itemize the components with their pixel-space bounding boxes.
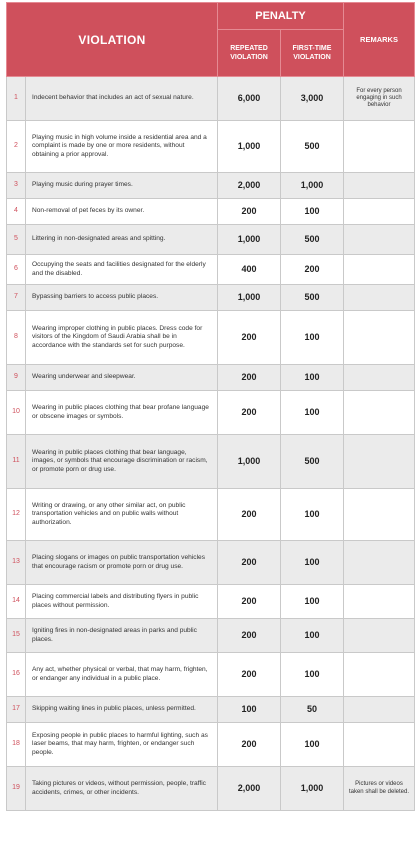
violation-text: Wearing in public places clothing that bear profane language or obscene images or symbols. bbox=[26, 391, 218, 435]
remarks-column-header: REMARKS bbox=[344, 3, 415, 77]
first-time-penalty: 100 bbox=[281, 619, 344, 653]
row-number: 2 bbox=[7, 121, 26, 173]
row-number: 13 bbox=[7, 541, 26, 585]
row-number: 17 bbox=[7, 697, 26, 723]
table-row bbox=[7, 723, 415, 767]
table-row bbox=[7, 77, 415, 121]
row-number: 12 bbox=[7, 489, 26, 541]
remark-text bbox=[344, 225, 415, 255]
violations-table-container bbox=[6, 2, 414, 811]
violation-text: Wearing in public places clothing that bear language, images, or symbols that encourage discrimination or racism, or promote porn or drug use. bbox=[26, 435, 218, 489]
first-time-penalty: 3,000 bbox=[281, 77, 344, 121]
remark-text bbox=[344, 391, 415, 435]
first-time-penalty: 100 bbox=[281, 489, 344, 541]
violations-table-body bbox=[7, 77, 415, 811]
table-row bbox=[7, 697, 415, 723]
repeated-penalty: 200 bbox=[218, 365, 281, 391]
repeated-penalty: 200 bbox=[218, 585, 281, 619]
first-time-penalty: 200 bbox=[281, 255, 344, 285]
repeated-penalty: 200 bbox=[218, 311, 281, 365]
table-row bbox=[7, 541, 415, 585]
repeated-penalty: 200 bbox=[218, 391, 281, 435]
first-time-penalty: 50 bbox=[281, 697, 344, 723]
remark-text bbox=[344, 255, 415, 285]
remark-text bbox=[344, 173, 415, 199]
violation-text: Playing music during prayer times. bbox=[26, 173, 218, 199]
remark-text bbox=[344, 697, 415, 723]
repeated-violation-header: REPEATED VIOLATION bbox=[218, 30, 281, 77]
repeated-penalty: 200 bbox=[218, 653, 281, 697]
row-number: 15 bbox=[7, 619, 26, 653]
violation-text: Non-removal of pet feces by its owner. bbox=[26, 199, 218, 225]
table-row bbox=[7, 199, 415, 225]
first-time-penalty: 500 bbox=[281, 225, 344, 255]
violation-text: Wearing underwear and sleepwear. bbox=[26, 365, 218, 391]
violation-text: Taking pictures or videos, without permission, people, traffic accidents, crimes, or other incidents. bbox=[26, 767, 218, 811]
repeated-penalty: 2,000 bbox=[218, 767, 281, 811]
table-row bbox=[7, 767, 415, 811]
violation-column-header: VIOLATION bbox=[7, 3, 218, 77]
remark-text bbox=[344, 653, 415, 697]
first-time-penalty: 500 bbox=[281, 435, 344, 489]
violation-text: Wearing improper clothing in public places. Dress code for visitors of the Kingdom of Saudi Arabia shall be in accordance with the standards set for such purpose. bbox=[26, 311, 218, 365]
violations-table bbox=[6, 2, 415, 811]
penalty-column-header: PENALTY bbox=[218, 3, 344, 30]
violation-text: Writing or drawing, or any other similar act, on public transportation vehicles and on public walls without authorization. bbox=[26, 489, 218, 541]
first-time-penalty: 1,000 bbox=[281, 173, 344, 199]
repeated-penalty: 200 bbox=[218, 489, 281, 541]
table-row bbox=[7, 585, 415, 619]
violation-text: Skipping waiting lines in public places, unless permitted. bbox=[26, 697, 218, 723]
table-row bbox=[7, 225, 415, 255]
remark-text bbox=[344, 489, 415, 541]
remark-text bbox=[344, 285, 415, 311]
remark-text bbox=[344, 199, 415, 225]
violation-text: Any act, whether physical or verbal, that may harm, frighten, or endanger any individual in a public place. bbox=[26, 653, 218, 697]
repeated-penalty: 2,000 bbox=[218, 173, 281, 199]
repeated-penalty: 200 bbox=[218, 541, 281, 585]
first-time-penalty: 100 bbox=[281, 653, 344, 697]
first-time-penalty: 100 bbox=[281, 365, 344, 391]
repeated-penalty: 1,000 bbox=[218, 435, 281, 489]
table-row bbox=[7, 285, 415, 311]
violation-text: Occupying the seats and facilities designated for the elderly and the disabled. bbox=[26, 255, 218, 285]
repeated-penalty: 1,000 bbox=[218, 121, 281, 173]
row-number: 4 bbox=[7, 199, 26, 225]
table-row bbox=[7, 365, 415, 391]
remark-text bbox=[344, 723, 415, 767]
row-number: 9 bbox=[7, 365, 26, 391]
row-number: 1 bbox=[7, 77, 26, 121]
row-number: 19 bbox=[7, 767, 26, 811]
violation-text: Playing music in high volume inside a residential area and a complaint is made by one or more residents, without obtaining a prior approval. bbox=[26, 121, 218, 173]
remark-text bbox=[344, 585, 415, 619]
row-number: 10 bbox=[7, 391, 26, 435]
remark-text bbox=[344, 311, 415, 365]
table-row bbox=[7, 391, 415, 435]
violation-text: Placing slogans or images on public transportation vehicles that encourage racism or promote porn or drug use. bbox=[26, 541, 218, 585]
remark-text bbox=[344, 365, 415, 391]
repeated-penalty: 200 bbox=[218, 199, 281, 225]
repeated-penalty: 1,000 bbox=[218, 225, 281, 255]
first-time-penalty: 500 bbox=[281, 285, 344, 311]
repeated-penalty: 100 bbox=[218, 697, 281, 723]
first-time-penalty: 100 bbox=[281, 585, 344, 619]
row-number: 11 bbox=[7, 435, 26, 489]
row-number: 7 bbox=[7, 285, 26, 311]
remark-text bbox=[344, 121, 415, 173]
table-row bbox=[7, 489, 415, 541]
remark-text bbox=[344, 541, 415, 585]
table-row bbox=[7, 435, 415, 489]
violation-text: Littering in non-designated areas and spitting. bbox=[26, 225, 218, 255]
row-number: 3 bbox=[7, 173, 26, 199]
first-time-penalty: 1,000 bbox=[281, 767, 344, 811]
first-time-penalty: 100 bbox=[281, 541, 344, 585]
row-number: 5 bbox=[7, 225, 26, 255]
first-time-penalty: 500 bbox=[281, 121, 344, 173]
violation-text: Indecent behavior that includes an act of sexual nature. bbox=[26, 77, 218, 121]
first-time-violation-header: FIRST-TIME VIOLATION bbox=[281, 30, 344, 77]
table-row bbox=[7, 311, 415, 365]
table-row bbox=[7, 173, 415, 199]
repeated-penalty: 200 bbox=[218, 619, 281, 653]
table-row bbox=[7, 653, 415, 697]
remark-text: For every person engaging in such behavior bbox=[344, 77, 415, 121]
first-time-penalty: 100 bbox=[281, 311, 344, 365]
table-row bbox=[7, 255, 415, 285]
remark-text bbox=[344, 435, 415, 489]
first-time-penalty: 100 bbox=[281, 199, 344, 225]
first-time-penalty: 100 bbox=[281, 723, 344, 767]
row-number: 14 bbox=[7, 585, 26, 619]
violation-text: Placing commercial labels and distributing flyers in public places without permission. bbox=[26, 585, 218, 619]
violation-text: Igniting fires in non-designated areas in parks and public places. bbox=[26, 619, 218, 653]
repeated-penalty: 6,000 bbox=[218, 77, 281, 121]
repeated-penalty: 400 bbox=[218, 255, 281, 285]
repeated-penalty: 1,000 bbox=[218, 285, 281, 311]
table-row bbox=[7, 121, 415, 173]
violation-text: Exposing people in public places to harmful lighting, such as laser beams, that may harm, frighten, or endanger such people. bbox=[26, 723, 218, 767]
row-number: 6 bbox=[7, 255, 26, 285]
remark-text bbox=[344, 619, 415, 653]
table-row bbox=[7, 619, 415, 653]
row-number: 18 bbox=[7, 723, 26, 767]
remark-text: Pictures or videos taken shall be deleted. bbox=[344, 767, 415, 811]
repeated-penalty: 200 bbox=[218, 723, 281, 767]
first-time-penalty: 100 bbox=[281, 391, 344, 435]
violation-text: Bypassing barriers to access public places. bbox=[26, 285, 218, 311]
row-number: 8 bbox=[7, 311, 26, 365]
row-number: 16 bbox=[7, 653, 26, 697]
